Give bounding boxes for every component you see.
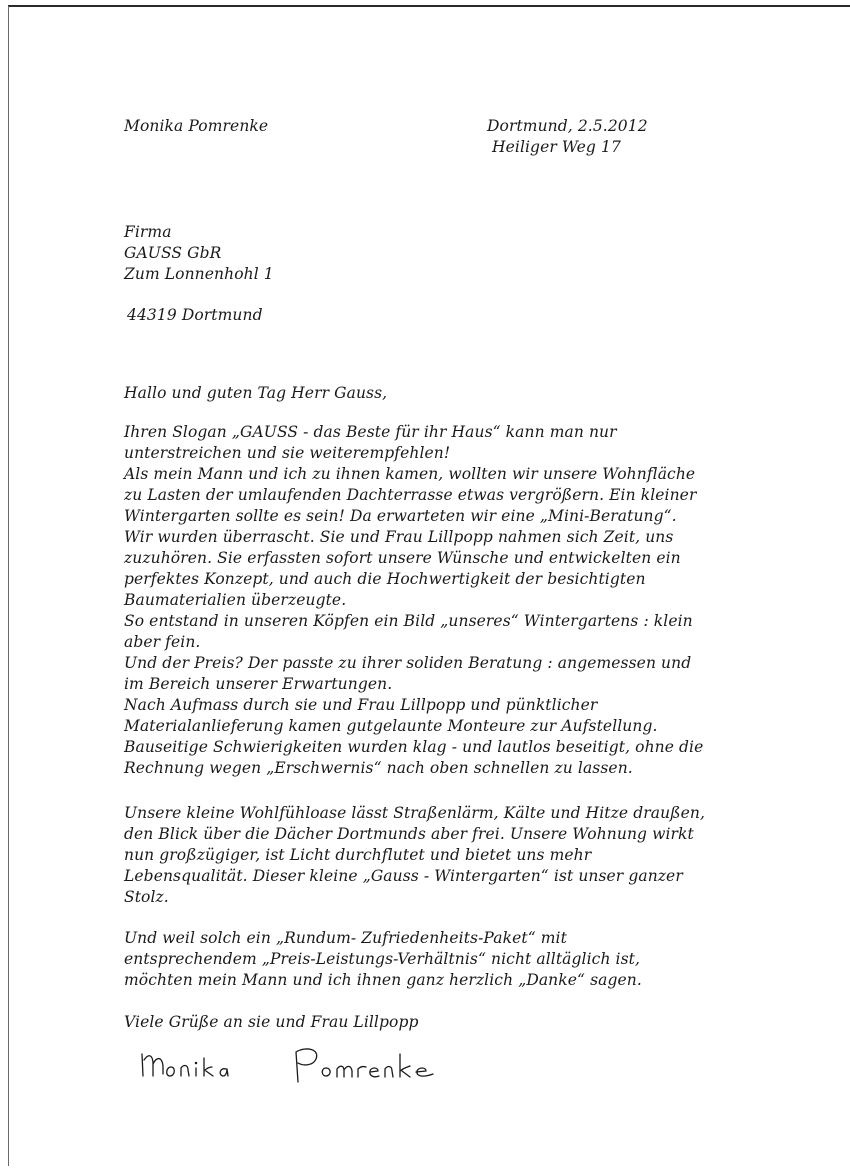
- body-line: Stolz.: [124, 888, 169, 906]
- recipient-line-company: GAUSS GbR: [124, 244, 222, 262]
- body-line: Baumaterialien überzeugte.: [124, 591, 347, 609]
- body-line: Bauseitige Schwierigkeiten wurden klag - und lautlos beseitigt, ohne die: [124, 738, 704, 756]
- recipient-line-company-type: Firma: [124, 223, 172, 241]
- body-line: nun großzügiger, ist Licht durchflutet und bietet uns mehr: [124, 846, 592, 864]
- body-line: im Bereich unserer Erwartungen.: [124, 675, 393, 693]
- body-line: Lebensqualität. Dieser kleine „Gauss - Wintergarten“ ist unser ganzer: [124, 867, 683, 885]
- body-line: Und weil solch ein „Rundum- Zufriedenheits-Paket“ mit: [124, 929, 567, 947]
- body-line: unterstreichen und sie weiterempfehlen!: [124, 444, 451, 462]
- handwritten-signature: [138, 1040, 468, 1090]
- body-paragraph-2: [124, 803, 705, 908]
- body-line: Und der Preis? Der passte zu ihrer soliden Beratung : angemessen und: [124, 654, 692, 672]
- scan-edge-left: [8, 6, 9, 1166]
- recipient-line-street: Zum Lonnenhohl 1: [124, 265, 274, 283]
- body-line: zu Lasten der umlaufenden Dachterrasse etwas vergrößern. Ein kleiner: [124, 486, 697, 504]
- recipient-address: [124, 222, 274, 285]
- body-paragraph-3: [124, 928, 642, 991]
- body-line: entsprechendem „Preis-Leistungs-Verhältnis“ nicht alltäglich ist,: [124, 950, 641, 968]
- body-line: Wintergarten sollte es sein! Da erwarteten wir eine „Mini-Beratung“.: [124, 507, 677, 525]
- body-paragraph-1: [124, 422, 703, 779]
- body-line: zuzuhören. Sie erfassten sofort unsere Wünsche und entwickelten ein: [124, 549, 681, 567]
- sender-street: Heiliger Weg 17: [492, 138, 621, 156]
- body-line: Ihren Slogan „GAUSS - das Beste für ihr Haus“ kann man nur: [124, 423, 617, 441]
- body-line: Wir wurden überrascht. Sie und Frau Lillpopp nahmen sich Zeit, uns: [124, 528, 674, 546]
- body-line: Materialanlieferung kamen gutgelaunte Monteure zur Aufstellung.: [124, 717, 658, 735]
- salutation: Hallo und guten Tag Herr Gauss,: [124, 384, 388, 402]
- body-line: Rechnung wegen „Erschwernis“ nach oben schnellen zu lassen.: [124, 759, 633, 777]
- sender-name: Monika Pomrenke: [124, 117, 269, 135]
- body-line: den Blick über die Dächer Dortmunds aber frei. Unsere Wohnung wirkt: [124, 825, 694, 843]
- recipient-city: 44319 Dortmund: [127, 306, 263, 324]
- scan-edge-top: [8, 5, 850, 7]
- body-line: Unsere kleine Wohlfühloase lässt Straßenlärm, Kälte und Hitze draußen,: [124, 804, 705, 822]
- date-place: Dortmund, 2.5.2012: [487, 117, 648, 135]
- body-line: Als mein Mann und ich zu ihnen kamen, wollten wir unsere Wohnfläche: [124, 465, 696, 483]
- body-line: möchten mein Mann und ich ihnen ganz herzlich „Danke“ sagen.: [124, 971, 642, 989]
- body-line: aber fein.: [124, 633, 201, 651]
- closing-line: Viele Grüße an sie und Frau Lillpopp: [124, 1013, 419, 1031]
- body-line: perfektes Konzept, und auch die Hochwertigkeit der besichtigten: [124, 570, 646, 588]
- body-line: So entstand in unseren Köpfen ein Bild „unseres“ Wintergartens : klein: [124, 612, 693, 630]
- body-line: Nach Aufmass durch sie und Frau Lillpopp und pünktlicher: [124, 696, 598, 714]
